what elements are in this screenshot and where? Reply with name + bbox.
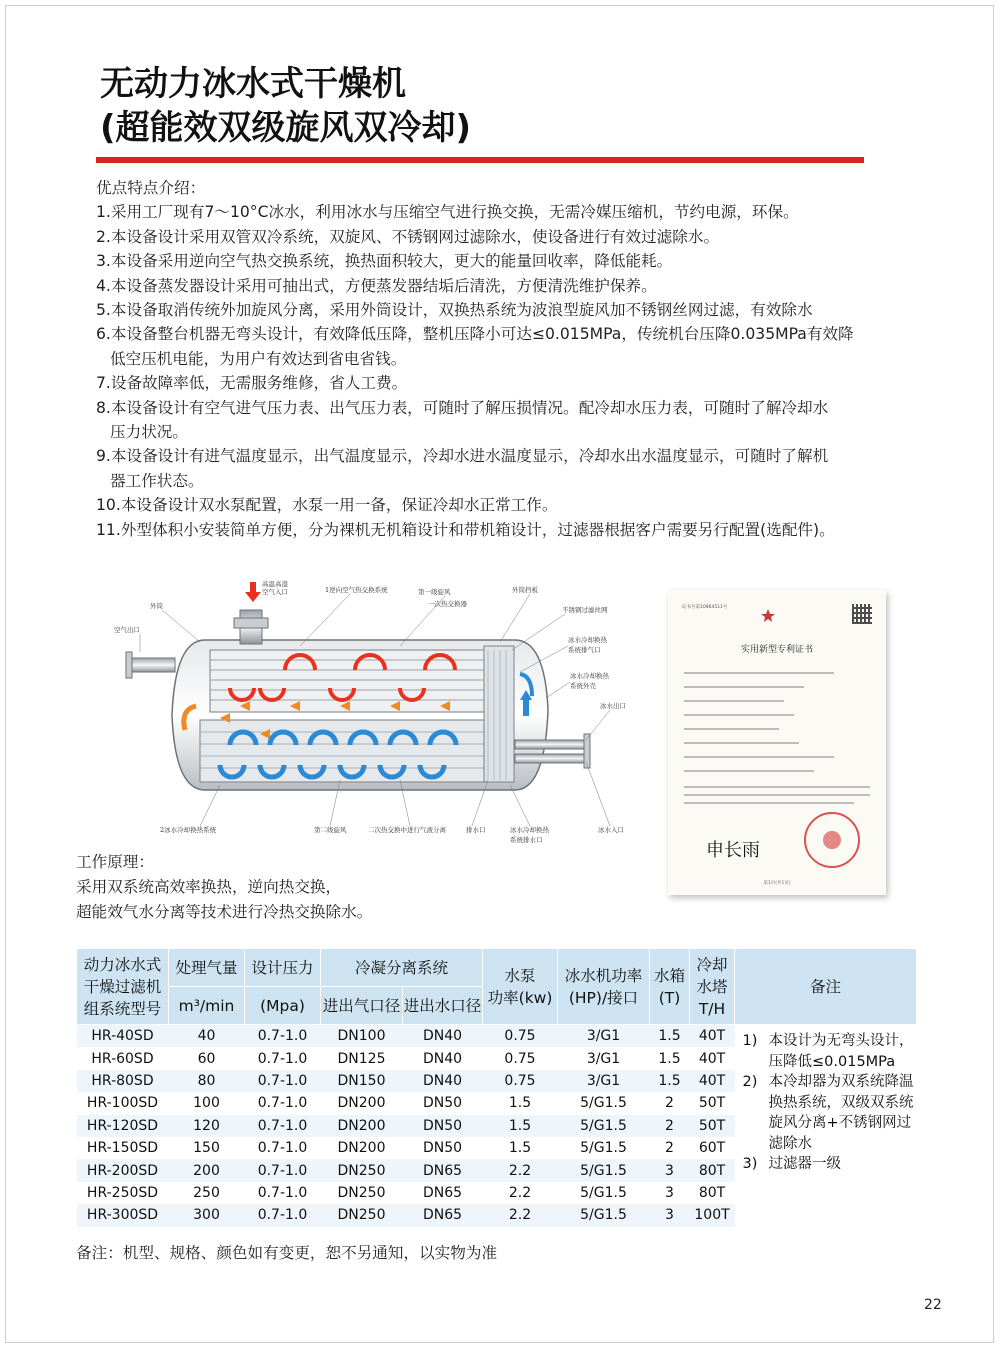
label-drain: 排水口: [466, 826, 486, 834]
feature-item: 10.本设备设计双水泵配置，水泵一用一备，保证冷却水正常工作。: [96, 496, 558, 515]
label-sys-drain: 冰水冷却换热: [510, 826, 549, 834]
label-exchanger2: 二次热交换中进行气液分离: [368, 826, 446, 834]
upper-tube-bundle: [210, 650, 500, 712]
cell-model: HR-120SD: [77, 1115, 169, 1137]
working-principle: [76, 850, 372, 925]
label-baffle: 外筒挡板: [512, 586, 538, 594]
cell-pump: 0.75: [504, 1050, 536, 1067]
header-remarks: 备注: [735, 949, 917, 1025]
mesh-filter: [484, 646, 514, 782]
cell-chiller: 5/G1.5: [580, 1095, 627, 1112]
cert-text-line: [684, 728, 779, 730]
cell-flow: 60: [197, 1050, 216, 1067]
ice-water-inlet-pipe: [515, 754, 585, 763]
cell-flow: 80: [169, 1070, 245, 1092]
remark-item: [743, 1072, 917, 1154]
cell-pump: 1.5: [508, 1140, 532, 1157]
cell-model: HR-60SD: [91, 1050, 154, 1067]
header-pump: [483, 949, 558, 1025]
header-tank: [650, 949, 690, 1025]
header-chiller-l1: 冰水机功率: [564, 966, 643, 985]
feature-list: [96, 200, 926, 542]
principle-heading: 工作原理：: [76, 853, 154, 871]
cell-tank: 2: [650, 1115, 690, 1137]
cell-pressure: 0.7-1.0: [257, 1050, 308, 1067]
feature-item: 1.采用工厂现有7～10°C冰水，利用冰水与压缩空气进行换交换，无需冷媒压缩机，节约电源，环保。: [96, 203, 799, 222]
cell-pump: 2.2: [508, 1184, 532, 1201]
label-inlet-bottom: 空气入口: [262, 588, 288, 596]
header-tower-l3: T/H: [698, 999, 726, 1018]
label-mesh: 不锈钢过滤丝网: [562, 606, 608, 614]
cell-tank: 3: [650, 1204, 690, 1226]
cell-tower: 40T: [698, 1050, 726, 1067]
feature-item: 5.本设备取消传统外加旋风分离，采用外筒设计，双换热系统为波浪型旋风加不锈钢丝网过滤，有效除水: [96, 301, 813, 320]
official-seal: [804, 812, 860, 868]
cell-water: DN40: [403, 1070, 483, 1092]
page-number: 22: [924, 1297, 942, 1313]
remark-text: 过滤器一级: [768, 1156, 842, 1172]
feature-item-continuation: 低空压机电能，为用户有效达到省电省钱。: [110, 349, 407, 368]
cell-tower: 80T: [698, 1184, 726, 1201]
feature-item: 8.本设备设计有空气进气压力表、出气压力表，可随时了解压损情况。配冷却水压力表，可随时了解冷却水: [96, 398, 829, 417]
feature-item: 4.本设备蒸发器设计采用可抽出式，方便蒸发器结垢后清洗，方便清洗维护保养。: [96, 276, 657, 295]
header-tank-l2: (T): [658, 988, 681, 1007]
cell-flow: 300: [169, 1204, 245, 1226]
feature-item: 11.外型体积小安装简单方便，分为裸机无机箱设计和带机箱设计，过滤器根据客户需要另行配置(选配件)。: [96, 520, 835, 539]
table-row: [77, 1025, 917, 1048]
cell-air: DN200: [337, 1095, 386, 1112]
cell-air: DN200: [337, 1140, 386, 1157]
header-model-l2: 干燥过滤机: [83, 977, 162, 996]
title-line-2: (超能效双级旋风双冷却): [100, 108, 472, 148]
feature-item: 6.本设备整台机器无弯头设计，有效降低压降，整机压降小可达≤0.015MPa，传统机台压降0.035MPa有效降: [96, 325, 854, 344]
remark-text: 本冷却器为双系统降温换热系统，双级双系统旋风分离+不锈钢网过滤除水: [768, 1074, 914, 1152]
feature-item-continuation: 压力状况。: [110, 423, 188, 442]
cell-flow: 200: [169, 1159, 245, 1181]
certificate-title: 实用新型专利证书: [740, 645, 813, 655]
cell-pump: 0.75: [483, 1070, 558, 1092]
bottom-note: 备注：机型、规格、颜色如有变更，恕不另通知，以实物为准: [76, 1244, 498, 1262]
remark-text: 本设计为无弯头设计，压降低≤0.015MPa: [768, 1033, 914, 1070]
features-section: [96, 176, 926, 542]
spec-table-body: [77, 1025, 917, 1227]
page-title: [100, 62, 471, 150]
header-pump-l1: 水泵: [504, 966, 536, 985]
signature: 申长雨: [706, 840, 760, 861]
label-sys-drain-2: 系统排水口: [510, 836, 543, 844]
cell-pressure: 0.7-1.0: [245, 1115, 321, 1137]
header-model-l3: 组系统型号: [83, 999, 162, 1018]
cell-chiller: 3/G1: [558, 1025, 650, 1048]
features-heading: 优点特点介绍：: [96, 179, 206, 197]
cell-water: DN40: [422, 1050, 463, 1067]
cell-air: DN100: [321, 1025, 403, 1048]
cell-tank: 3: [665, 1184, 674, 1201]
feature-item-continuation: 器工作状态。: [110, 471, 204, 490]
cell-pressure: 0.7-1.0: [245, 1070, 321, 1092]
cell-flow: 40: [169, 1025, 245, 1048]
cell-tower: 40T: [690, 1070, 735, 1092]
header-tank-l1: 水箱: [654, 966, 686, 985]
cert-text-line: [684, 742, 799, 744]
cell-chiller: 3/G1: [558, 1070, 650, 1092]
cell-flow: 120: [169, 1115, 245, 1137]
cell-tower: 50T: [698, 1095, 726, 1112]
cell-water: DN50: [403, 1115, 483, 1137]
label-ice-inlet: 冰水入口: [598, 826, 624, 834]
cell-pump: 2.2: [483, 1159, 558, 1181]
remark-number: 2): [742, 1074, 758, 1090]
cert-text-line: [684, 686, 804, 688]
cell-tower: 60T: [698, 1140, 726, 1157]
cell-model: HR-80SD: [77, 1070, 169, 1092]
label-ice-outlet: 冰水出口: [600, 702, 626, 710]
cell-tower: 50T: [690, 1115, 735, 1137]
header-pressure: 设计压力: [245, 949, 321, 987]
cell-pump: 2.2: [483, 1204, 558, 1226]
cell-tower: 100T: [690, 1204, 735, 1226]
cell-tower: 40T: [690, 1025, 735, 1048]
cell-tower: 80T: [690, 1159, 735, 1181]
label-air-outlet: 空气出口: [114, 626, 140, 634]
principle-line-1: 采用双系统高效率换热，逆向热交换，: [76, 878, 342, 896]
remark-number: 1): [742, 1033, 758, 1049]
cell-chiller: 5/G1.5: [580, 1184, 627, 1201]
lower-tube-bundle: [200, 720, 500, 782]
remarks-cell: [735, 1025, 917, 1227]
cell-chiller: 3/G1: [586, 1050, 621, 1067]
label-cyclone1: 第一级旋风: [418, 588, 451, 596]
remark-item: [743, 1154, 917, 1175]
header-inlet-dia: 进出气口径: [321, 987, 403, 1025]
air-outlet-pipe: [130, 658, 175, 672]
cell-model: HR-40SD: [77, 1025, 169, 1048]
cell-flow: 250: [193, 1184, 220, 1201]
cell-water: DN40: [403, 1025, 483, 1048]
cell-chiller: 5/G1.5: [558, 1159, 650, 1181]
cell-pressure: 0.7-1.0: [257, 1184, 308, 1201]
cell-flow: 150: [193, 1140, 220, 1157]
feature-item: 3.本设备采用逆向空气热交换系统，换热面积较大，更大的能量回收率，降低能耗。: [96, 252, 673, 271]
header-tower-l1: 冷却: [696, 955, 728, 974]
dryer-diagram: [100, 580, 640, 845]
cell-model: HR-250SD: [86, 1184, 159, 1201]
certificate-number: 证书号第10864511号: [682, 605, 728, 610]
header-tower-l2: 水塔: [696, 977, 728, 996]
header-model-l1: 动力冰水式: [83, 955, 162, 974]
cell-pressure: 0.7-1.0: [245, 1159, 321, 1181]
header-pump-l2: 功率(kw): [487, 988, 553, 1007]
cell-tank: 3: [650, 1159, 690, 1181]
cell-model: HR-200SD: [77, 1159, 169, 1181]
cell-water: DN65: [422, 1184, 463, 1201]
label-inlet-top: 高温高湿: [262, 580, 288, 588]
cert-text-line: [684, 802, 854, 804]
cell-air: DN250: [321, 1204, 403, 1226]
cell-chiller: 5/G1.5: [558, 1115, 650, 1137]
header-water-dia: 进出水口径: [403, 987, 483, 1025]
feature-item: 9.本设备设计有进气温度显示，出气温度显示，冷却水进水温度显示，冷却水出水温度显示，可随时了解机: [96, 447, 829, 466]
header-sep-system: 冷凝分离系统: [321, 949, 483, 987]
label-exchanger1: 一次热交换器: [428, 600, 467, 608]
label-cyclone2: 第二级旋风: [314, 826, 347, 834]
header-flow-unit: m³/min: [169, 987, 245, 1025]
header-chiller-l2: (HP)/接口: [568, 988, 639, 1007]
header-model: [77, 949, 169, 1025]
cell-air: DN250: [337, 1184, 386, 1201]
cell-pressure: 0.7-1.0: [257, 1140, 308, 1157]
label-system1: 1逆向空气热交换系统: [325, 586, 388, 594]
cert-text-line: [684, 756, 834, 758]
principle-line-2: 超能效气水分离等技术进行冷热交换除水。: [76, 903, 373, 921]
cell-model: HR-300SD: [77, 1204, 169, 1226]
cell-water: DN65: [403, 1159, 483, 1181]
patent-certificate: [668, 590, 886, 895]
cert-text-line: [684, 700, 784, 702]
remark-item: [743, 1031, 917, 1072]
cert-text-line: [684, 672, 834, 674]
cell-chiller: 5/G1.5: [580, 1140, 627, 1157]
emblem-icon: [754, 608, 782, 624]
cell-tank: 1.5: [658, 1050, 681, 1067]
label-ice-shell: 冰水冷却换热: [570, 672, 609, 680]
header-flow: 处理气量: [169, 949, 245, 987]
header-chiller: [558, 949, 650, 1025]
cell-chiller: 5/G1.5: [558, 1204, 650, 1226]
cell-air: DN150: [321, 1070, 403, 1092]
cell-water: DN65: [403, 1204, 483, 1226]
qr-code-icon: [852, 604, 872, 624]
cell-pressure: 0.7-1.0: [245, 1025, 321, 1048]
label-vent: 冰水冷却换热: [568, 636, 607, 644]
cell-air: DN200: [321, 1115, 403, 1137]
title-underline: [96, 157, 864, 163]
cell-pressure: 0.7-1.0: [257, 1095, 308, 1112]
cell-tank: 1.5: [650, 1025, 690, 1048]
cell-tank: 2: [665, 1140, 674, 1157]
cell-pump: 0.75: [483, 1025, 558, 1048]
cell-pump: 1.5: [483, 1115, 558, 1137]
cell-water: DN50: [422, 1095, 463, 1112]
feature-item: 2.本设备设计采用双管双冷系统，双旋风、不锈钢网过滤除水，使设备进行有效过滤除水。: [96, 227, 720, 246]
cell-model: HR-150SD: [86, 1140, 159, 1157]
label-ice-shell-2: 系统外壳: [570, 682, 596, 690]
remark-number: 3): [742, 1156, 758, 1172]
cell-pressure: 0.7-1.0: [245, 1204, 321, 1226]
header-tower: [690, 949, 735, 1025]
cert-text-line: [684, 794, 870, 796]
feature-item: 7.设备故障率低，无需服务维修，省人工费。: [96, 374, 408, 393]
cell-air: DN250: [321, 1159, 403, 1181]
spec-table: [76, 948, 917, 1227]
label-vent-2: 系统排气口: [568, 646, 601, 654]
certificate-footer: 第1页(共1页): [763, 881, 791, 886]
cert-text-line: [684, 714, 794, 716]
cell-tank: 1.5: [650, 1070, 690, 1092]
label-system2: 2冰水冷却换热系统: [160, 826, 217, 834]
cert-text-line: [684, 786, 870, 788]
cell-model: HR-100SD: [86, 1095, 159, 1112]
cert-text-line: [684, 770, 814, 772]
cell-flow: 100: [193, 1095, 220, 1112]
cell-air: DN125: [337, 1050, 386, 1067]
header-pressure-unit: (Mpa): [245, 987, 321, 1025]
title-line-1: 无动力冰水式干燥机: [100, 64, 406, 104]
label-shell: 外筒: [150, 602, 163, 610]
cell-tank: 2: [665, 1095, 674, 1112]
cell-pump: 1.5: [508, 1095, 532, 1112]
cell-water: DN50: [422, 1140, 463, 1157]
ice-water-outlet-pipe: [515, 740, 585, 749]
